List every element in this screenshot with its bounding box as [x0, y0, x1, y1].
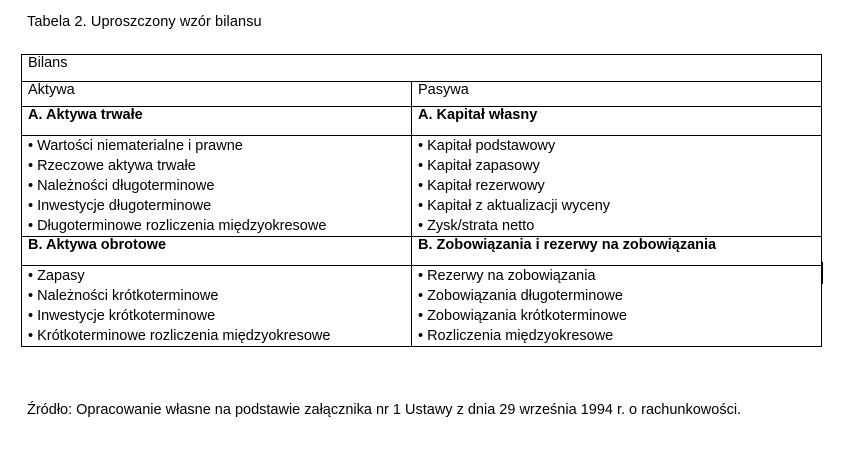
list-item: • Długoterminowe rozliczenia międzyokresowe	[28, 216, 411, 236]
list-item: • Kapitał rezerwowy	[418, 176, 821, 196]
list-item: • Inwestycje długoterminowe	[28, 196, 411, 216]
section-b-assets-list	[28, 266, 411, 346]
list-item: • Rezerwy na zobowiązania	[418, 266, 821, 286]
list-item: • Kapitał zapasowy	[418, 156, 821, 176]
section-a-equity-title: A. Kapitał własny	[412, 107, 822, 136]
column-header-assets: Aktywa	[22, 82, 412, 107]
section-a-equity-list	[418, 136, 821, 236]
text-cursor-mark	[821, 262, 823, 284]
list-item: • Należności długoterminowe	[28, 176, 411, 196]
section-a-assets-list	[28, 136, 411, 236]
section-a-assets-cell	[22, 136, 412, 237]
list-item: • Zysk/strata netto	[418, 216, 821, 236]
section-b-assets-cell	[22, 266, 412, 347]
list-item: • Rzeczowe aktywa trwałe	[28, 156, 411, 176]
section-b-assets-title: B. Aktywa obrotowe	[22, 237, 412, 266]
section-b-liabilities-title: B. Zobowiązania i rezerwy na zobowiązania	[412, 237, 822, 266]
section-b-liabilities-list	[418, 266, 821, 346]
list-item: • Zobowiązania długoterminowe	[418, 286, 821, 306]
list-item: • Zobowiązania krótkoterminowe	[418, 306, 821, 326]
section-a-equity-cell	[412, 136, 822, 237]
column-header-liabilities: Pasywa	[412, 82, 822, 107]
section-b-liabilities-cell	[412, 266, 822, 347]
list-item: • Należności krótkoterminowe	[28, 286, 411, 306]
list-item: • Zapasy	[28, 266, 411, 286]
list-item: • Rozliczenia międzyokresowe	[418, 326, 821, 346]
section-a-title-row	[22, 107, 822, 136]
source-note: Źródło: Opracowanie własne na podstawie załącznika nr 1 Ustawy z dnia 29 września 1994 r. o rachunkowości.	[27, 402, 742, 418]
table-header-cell: Bilans	[22, 55, 822, 82]
list-item: • Krótkoterminowe rozliczenia międzyokresowe	[28, 326, 411, 346]
section-b-items-row	[22, 266, 822, 347]
section-b-title-row	[22, 237, 822, 266]
table-caption: Tabela 2. Uproszczony wzór bilansu	[27, 14, 262, 30]
section-a-items-row	[22, 136, 822, 237]
list-item: • Wartości niematerialne i prawne	[28, 136, 411, 156]
column-header-row	[22, 82, 822, 107]
list-item: • Kapitał z aktualizacji wyceny	[418, 196, 821, 216]
table-header-row	[22, 55, 822, 82]
list-item: • Inwestycje krótkoterminowe	[28, 306, 411, 326]
list-item: • Kapitał podstawowy	[418, 136, 821, 156]
section-a-assets-title: A. Aktywa trwałe	[22, 107, 412, 136]
balance-sheet-table	[21, 54, 822, 347]
